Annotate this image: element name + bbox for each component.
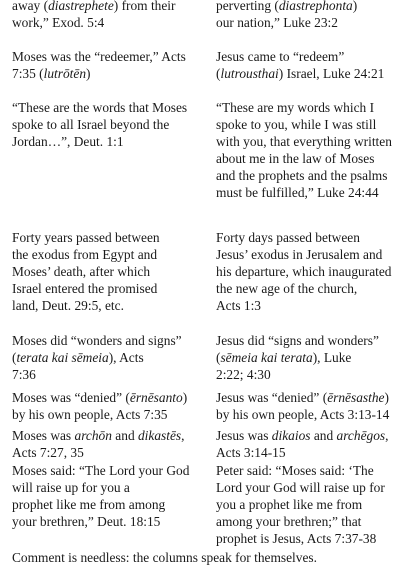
greek-term: dikaios <box>271 428 311 443</box>
moses-row-3: “These are the words that Moses spoke to all Israel beyond the Jordan…”, Deut. 1:1 <box>12 100 188 149</box>
greek-term: lutrōtēn <box>43 66 87 81</box>
greek-term: diastrephete <box>48 0 114 13</box>
greek-term: dikastēs <box>137 428 182 443</box>
greek-term: sēmeia kai terata <box>220 350 313 365</box>
jesus-row-5: Jesus did “signs and wonders” (sēmeia kai terata), Luke 2:22; 4:30 <box>216 333 379 382</box>
moses-row-4: Forty years passed between the exodus from Egypt and Moses’ death, after which Israel entered the promised land, Deut. 29:5, etc. <box>12 230 160 313</box>
greek-term: ērnēsanto <box>129 390 183 405</box>
greek-term: archēgos <box>336 428 386 443</box>
moses-row-8: Moses said: “The Lord your God will raise up for you a prophet like me from among your brethren,” Deut. 18:15 <box>12 463 190 529</box>
jesus-row-8: Peter said: “Moses said: ‘The Lord your God will raise up for you a prophet like me from among your brethren;” that prophet is Jesus, Acts 7:37-38 <box>216 463 385 546</box>
greek-term: lutrousthai <box>220 66 279 81</box>
moses-row-1: away (diastrephete) from their work,” Exod. 5:4 <box>12 0 176 30</box>
jesus-row-3: “These are my words which I spoke to you, while I was still with you, that everything written about me in the law of Moses and the prophets and the psalms must be fulfilled,” Luke 24:44 <box>216 100 392 200</box>
jesus-row-2: Jesus came to “redeem” (lutrousthai) Israel, Luke 24:21 <box>216 49 385 81</box>
jesus-row-1: perverting (diastrephonta) our nation,” Luke 23:2 <box>216 0 358 30</box>
jesus-row-6: Jesus was “denied” (ērnēsasthe) by his own people, Acts 3:13-14 <box>216 390 390 422</box>
moses-row-2: Moses was the “redeemer,” Acts 7:35 (lutrōtēn) <box>12 49 186 81</box>
moses-row-6: Moses was “denied” (ērnēsanto) by his own people, Acts 7:35 <box>12 390 188 422</box>
closing-comment: Comment is needless: the columns speak for themselves. <box>12 550 317 565</box>
moses-row-5: Moses did “wonders and signs” (terata kai sēmeia), Acts 7:36 <box>12 333 182 382</box>
jesus-row-4: Forty days passed between Jesus’ exodus in Jerusalem and his departure, which inaugurated the new age of the church, Acts 1:3 <box>216 230 392 313</box>
greek-term: diastrephonta <box>278 0 353 13</box>
greek-term: terata kai sēmeia <box>16 350 109 365</box>
greek-term: ērnēsasthe <box>327 390 385 405</box>
jesus-row-7: Jesus was dikaios and archēgos, Acts 3:14-15 <box>216 428 389 460</box>
moses-row-7: Moses was archōn and dikastēs, Acts 7:27, 35 <box>12 428 185 460</box>
greek-term: archōn <box>74 428 112 443</box>
